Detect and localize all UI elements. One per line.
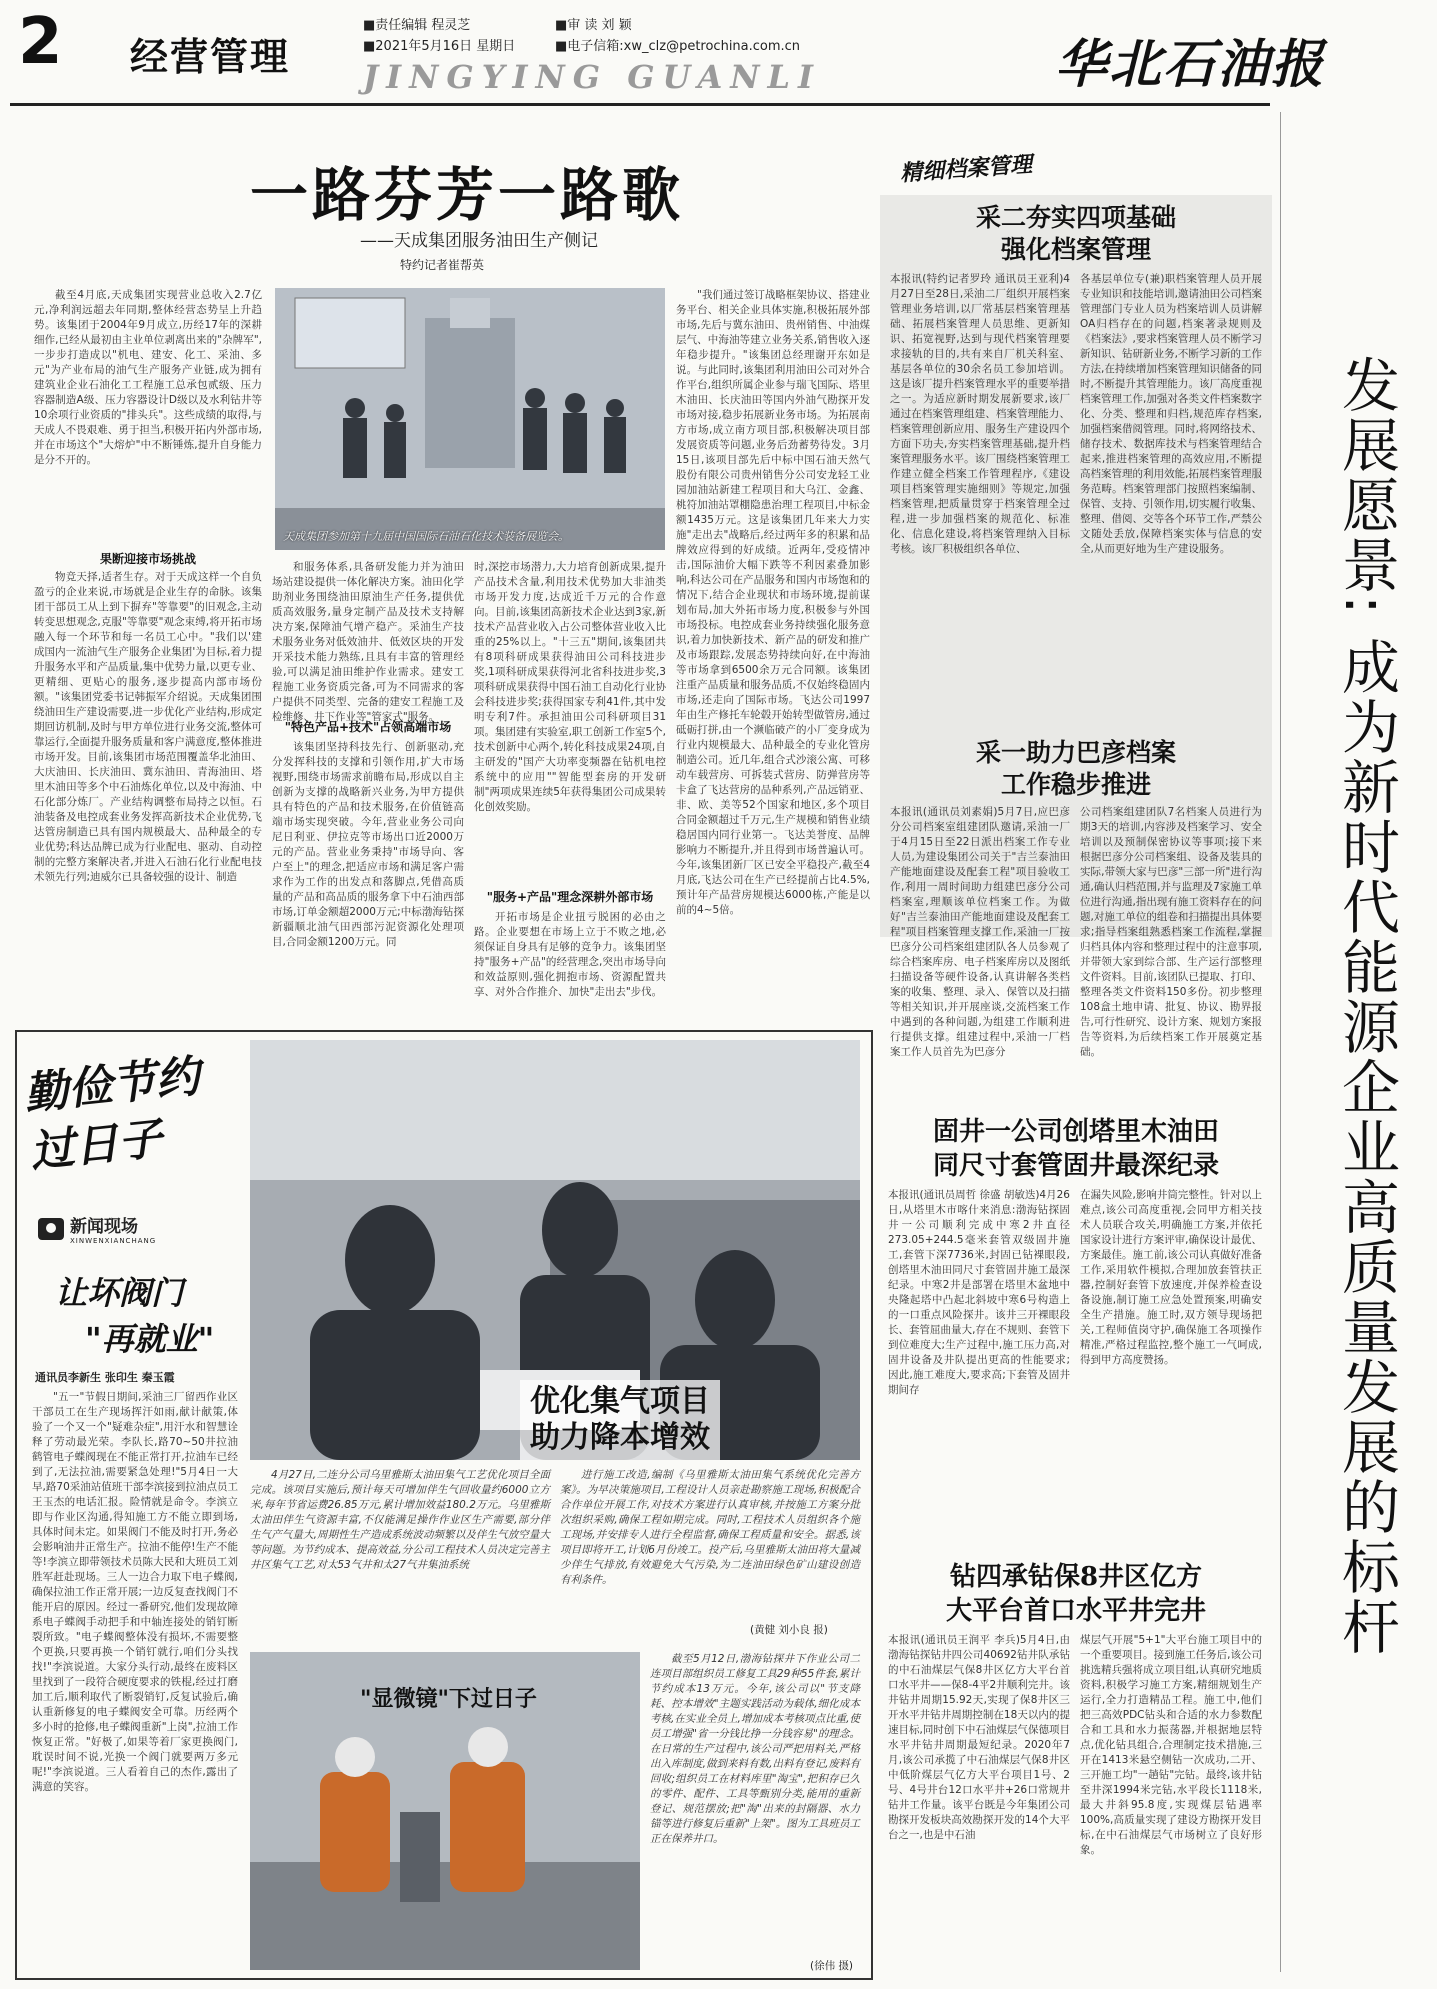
lead-subhead-3: "服务+产品"理念深耕外部市场 (486, 890, 654, 904)
lead-column-2-body-2: 该集团坚持科技先行、创新驱动,充分发挥科技的支撑和引领作用,扩大市场视野,围绕市场需求前瞻布局,形成以自主创新为支撑的战略新兴业务,为甲方提供具有特色的产品和技术服务,在价值链高端市场实现突破。今年,营业业务公司向尼日利亚、伊拉克等市场出口近2000万元的产品。营业业务秉持"市场导向、客户至上"的理念,把适应市场和满足客户需求作为工作的出发点和落脚点,凭借高质量的产品和高品质的服务拿下中石油西部市场,订单金额超2000万元;中标渤海钻探新疆顺北油气田西部污泥资源化处理项目,合同金额1200万元。同 (272, 741, 464, 948)
news4-title-line1: 钻四承钻保8井区亿方 (949, 1562, 1203, 1592)
news3-col1: 本报讯(通讯员周哲 徐盛 胡敏迭)4月26日,从塔里木市喀什来消息:渤海钻探固井一公司顺利完成中寒2井直径273.05+244.5毫米套管双级固井施工,套管下深7736米,封固已钻裸眼段,创塔里木油田同尺寸套管固井施工最深纪录。中寒2井是部署在塔里木盆地中央隆起塔中凸起北斜坡中寒6号构造上的一口重点风险探井。该井三开裸眼段长、套管屈曲量大,存在不规则、套管下到位难度大;生产过程中,施工压力高,对固井设备及井队提出更高的性能要求;因此,施工难度大,要求高;下套管及固井期间存 (888, 1189, 1070, 1396)
gas-project-col1: 4月27日,二连分公司乌里雅斯太油田集气工艺优化项目全面完成。该项目实施后,预计每天可增加伴生气回收量约6000立方米,每年节省运费26.85万元,累计增加效益180.2万元。乌里雅斯太油田伴生气资源丰富,不仅能满足操作作业区生产需要,部分伴生气产气量大,周期性生产造成系统波动频繁以及伴生气放空量大等问题。为节约成本、提高效益,分公司工程技术人员决定完善主井区集气工艺,对太53气井和太27气井集油系统 (250, 1469, 550, 1571)
micro-headline: "显微镜"下过日子 (360, 1686, 537, 1712)
archives-story2-title-line1: 采一助力巴彦档案 (975, 738, 1176, 767)
lead-photo-caption: 天成集团参加第十九届中国国际石油石化技术装备展览会。 (283, 530, 569, 543)
micro-photo (250, 1652, 640, 1970)
workers-photo (250, 1040, 860, 1460)
masthead-date: ■2021年5月16日 星期日 (363, 39, 516, 54)
gas-project-headline-line1: 优化集气项目 (530, 1384, 710, 1419)
lead-column-3-body: 时,深挖市场潜力,大力培育创新成果,提升产品技术含量,利用技术优势加大非油类市场开发力度,达成近千万元的合作意向。目前,该集团高新技术企业达到3家,新技术产品营业收入占公司整体营业收入比重的25%以上。"十三五"期间,该集团共有8项科研成果获得油田公司科技进步奖,1项科研成果获得河北省科技进步奖,3项科研成果获得中国石油工自动化行业协会科技进步奖;获得国家专利41件,其中发明专利7件。承担油田公司科研项目31项。集团建有实验室,职工创新工作室5个,技术创新中心两个,转化科技成果24项,自主研发的"国产大功率变频器在钻机电控系统中的应用""智能型套房的开发研制"两项成果连续5年获得集团公司成果转化创效奖励。 (474, 561, 666, 813)
news3-title (880, 1115, 1272, 1183)
archives-story2-col1: 本报讯(通讯员刘素娟)5月7日,应巴彦分公司档案室组建团队邀请,采油一厂于4月15日至22日派出档案工作专业人员,为建设集团公司关于"吉兰泰油田产能地面建设及配套工程"项目验收工作,利用一周时间助力组建巴彦分公司档案室,理顺该单位档案工作。为做好"吉兰泰油田产能地面建设及配套工程"项目档案管理支撑工作,采油一厂按巴彦分公司档案组建团队各人员参观了综合档案库房、电子档案库房以及图纸扫描设备等硬件设备,认真讲解各类档案的收集、整理、录入、保管以及扫描等相关知识,并开展座谈,交流档案工作中遇到的各种问题,为组建工作顺利进行提供支撑。组建过程中,采油一厂档案工作人员首先为巴彦分 (890, 806, 1070, 1058)
valve-headline (55, 1270, 214, 1362)
lead-column-4-body: "我们通过签订战略框架协议、搭建业务平台、相关企业具体实施,积极拓展外部市场,先后与冀东油田、贵州销售、中油煤层气、中海油等建立业务关系,销售收入逐年稳步提升。"该集团总经理谢开东如是说。与此同时,该集团利用油田公司对外合作平台,组织所属企业参与瑞飞国际、塔里木油田、长庆油田等国内外油气勘探开发市场对接,稳步拓展新业务市场。为拓展南方市场,成立南方项目部,积极解决项目部发展资质等问题,业务后劲蓄势待发。3月15日,该项目部先后中标中国石油天然气股份有限公司贵州销售分公司安龙轻工业园加油站新建工程项目和大乌江、金鑫、桃符加油站罩棚隐患治理工程项目,中标金额1435万元。这是该集团几年来大力实施"走出去"战略后,经过两年多的积累和品牌效应得到的好成绩。近两年,受疫情冲击,国际油价大幅下跌等不利因素叠加影响,科达公司在产品服务和国内市场饱和的情况下,结合企业现状和市场环境,提前谋划布局,加大外拓市场力度,积极参与外国市场投标。电控成套业务持续强化服务意识,着力加快新技术、新产品的研发和推广及市场跟踪,发展态势持续向好,在中海油等市场拿到6500余万元合同额。该集团注重产品质量和服务品质,不仅始终稳固内市场,还走向了国际市场。飞达公司1997年由生产修托车轮毂开始转型做管房,通过砥砺打拼,由一个濒临破产的小厂变身成为行业内规模最大、品种最全的专业化管房制造公司。近几年,组合式沙滚公寓、可移动车载营房、可拆装式营房、防弹营房等卡盒了飞达营房的品种系列,产品远销亚、非、欧、美等52个国家和地区,多个项目合同金额超过千万元,生产规模和销售业绩稳居国内同行业第一。飞达美誉度、品牌影响力不断提升,并且得到市场普遍认可。今年,该集团新厂区已安全平稳投产,截至4月底,飞达公司在生产已经提前占比4.5%,预计年产品营房规模达6000栋,产能是以前的4~5倍。 (676, 289, 870, 916)
news-scene-tag-label: 新闻现场 (70, 1217, 138, 1237)
archives-story1-col1: 本报讯(特约记者罗玲 通讯员王亚利)4月27日至28日,采油二厂组织开展档案管理业务培训,以厂常基层档案管理基础、拓展档案管理人员思维、更新知识、拓宽视野,达到与现代档案管理要求接轨的目的,共有来自厂机关科室、基层各单位的30余名员工参加培训。这是该厂提升档案管理水平的重要举措之一。为适应新时期发展新要求,该厂通过在档案管理组建、档案管理能力、档案管理创新应用、服务生产建设四个方面下功夫,夯实档案管理基础,提升档案管理服务水平。该厂围绕档案管理工作建立健全档案工作管理程序,《建设项目档案管理实施细则》等规定,加强档案管理,把质量贯穿于档案管理全过程,进一步加强档案的规范化、标准化、信息化建设,将档案管理纳入目标考核。该厂积极组织各单位、 (890, 273, 1070, 555)
news3-title-line1: 固井一公司创塔里木油田 (932, 1117, 1219, 1147)
micro-body: 截至5月12日,渤海钻探井下作业公司二连项目部组织员工修复工具29种55件套,累计节约成本13万元。今年,该公司以"节支降耗、控本增效"主题实践活动为载体,细化成本考核,在实业全员上,增加成本考核项点比重,使员工增强"省一分钱比挣一分钱容易"的理念。在日常的生产过程中,该公司严把用料关,严格出入库制度,做到来料有数,出料有登记,废料有回收;组织员工在材料库里"淘宝",把积存已久的零件、配件、工具等甄别分类,能用的重新登记、规范摆放;把"淘"出来的封隔器、水力锚等进行修复后重新"上架"。图为工具班员工正在保养井口。 (650, 1653, 860, 1845)
page-number: 2 (18, 5, 63, 79)
valve-headline-line1: 让坏阀门 (55, 1274, 184, 1312)
news4-col2: 煤层气开展"5+1"大平台施工项目中的一个重要项目。接到施工任务后,该公司挑选精兵强将成立项目组,认真研究地质资料,积极学习施工方案,精细规划生产运行,全力打造精品工程。施工中,他们把三高效PDC钻头和合适的水力参数配合和工具和水力振荡器,并根据地层特点,优化钻具组合,合理制定技术措施,三开在1413米悬空侧钻一次成功,二开、三开施工均"一趟钻"完钻。最终,该井钻至井深1994米完钻,水平段长1118米,最大井斜95.8度,实现煤层钻遇率100%,高质量实现了建设方勘探开发目标,在中石油煤层气市场树立了良好形象。 (1080, 1634, 1262, 1856)
news3-title-line2: 同尺寸套管固井最深纪录 (932, 1151, 1219, 1181)
paper-name-logo: 华北石油报 (1055, 34, 1326, 95)
valve-byline: 通讯员李新生 张印生 秦玉霞 (35, 1371, 175, 1384)
exhibition-scene (275, 288, 665, 550)
archives-story1-title-line2: 强化档案管理 (1000, 235, 1151, 264)
micro-credit: (徐伟 摄) (810, 1960, 854, 1972)
slogan-divider (1280, 112, 1281, 1972)
archives-story1-col2: 各基层单位专(兼)职档案管理人员开展专业知识和技能培训,邀请油田公司档案管理部门专业人员为档案培训人员讲解OA归档存在的问题,档案著录规则及《档案法》,要求档案管理人员不断学习新知识、钻研新业务,不断学习新的工作方法,在持续增加档案管理知识储备的同时,不断提升其管理能力。该厂高度重视档案管理工作,加强对各类文件档案数字化、分类、整理和归档,规范库存档案,加强档案借阅管理。同时,将网络技术、储存技术、数据库技术与档案管理结合起来,推进档案管理的高效应用,不断提高档案管理的利用效能,拓展档案管理服务范畴。档案管理部门按照档案编制、保管、支持、引领作用,切实履行收集、整理、借阅、交等各个环节工作,严禁公文随处丢放,保障档案实体与信息的安全,从而更好地为生产建设服务。 (1080, 273, 1262, 555)
lead-subtitle: ——天成集团服务油田生产侧记 (360, 231, 598, 251)
lead-byline: 特约记者崔帮英 (400, 258, 485, 272)
vertical-slogan-line1: 发展愿景: (1332, 355, 1400, 617)
masthead-editor: ■责任编辑 程灵芝 (363, 18, 471, 33)
archives-story2-title (880, 737, 1272, 801)
lead-column-1-intro: 截至4月底,天成集团实现营业总收入2.7亿元,净利润远超去年同期,整体经营态势呈上升趋势。该集团于2004年9月成立,历经17年的深耕细作,已经从最初由主业单位剥离出来的"杂牌军",一步步打造成以"机电、建安、化工、采油、多元"为产业布局的油气生产服务产业链,成为拥有建筑业企业石油化工工程施工总承包贰级、压力容器制造A级、压力容器设计D级以及水利钻井等10余项行业资质的"排头兵"。这些成绩的取得,与天成人不畏艰难、勇于担当,积极开拓内外部市场,并在市场这个"大熔炉"中不断锤炼,提升自身能力是分不开的。 (34, 289, 262, 466)
camera-icon (38, 1218, 64, 1240)
lead-column-2-body: 和服务体系,具备研发能力并为油田场站建设提供一体化解决方案。油田化学助剂业务围绕油田原油生产任务,提供优质高效服务,量身定制产品及技术支持解决方案,保障油气增产稳产。采油生产技术服务业务对低效油井、低效区块的开发开采技术能力熟练,且具有丰富的管理经验,可以满足油田维护作业需求。建安工程施工业务资质完备,可为不同需求的客户提供不同类型、完备的建安工程施工及检维修、井下作业等"管家式"服务。 (272, 561, 464, 723)
news4-title (880, 1560, 1272, 1628)
gas-project-headline (520, 1380, 720, 1460)
masthead-pinyin: JINGYING GUANLI (363, 58, 822, 96)
lead-column-3-body-2: 开拓市场是企业扭亏脱困的必由之路。企业要想在市场上立于不败之地,必须保证自身具有足够的竞争力。该集团坚持"服务+产品"的经营理念,突出市场导向和效益原则,强化拥抱市场、资源配置共享、对外合作推介、加快"走出去"步伐。 (474, 911, 666, 998)
lead-column-1-body: 物竞天择,适者生存。对于天成这样一个自负盈亏的企业来说,市场就是企业生存的命脉。该集团干部员工从上到下摒弃"等靠要"的旧观念,主动转变思想观念,克服"等靠要"观念束缚,将开拓市场融入每一个环节和每一名员工心中。"我们以'建成国内一流油气生产服务企业集团'为目标,着力提升服务水平和产品质量,集中优势力量,以更专业、更精细、更贴心的服务,逐步提高内部市场份额。"该集团党委书记韩振军介绍说。天成集团围绕油田生产建设需要,进一步优化产业结构,形成定期回访机制,及时与甲方单位进行业务交流,整体可靠运行,全面提升服务质量和客户满意度,整体推进市场开发。目前,该集团市场范围覆盖华北油田、大庆油田、长庆油田、冀东油田、青海油田、塔里木油田等多个中石油炼化单位,以及中海油、中石化部分炼厂。产业结构调整布局持之以恒。石油装备及电控成套业务发挥高新技术企业优势,飞达管房制造已具有国内规模最大、品种最全的专业优势;科达品牌已成为行业配电、驱动、自动控制的完整方案解决者,并进入石油石化行业配电技术领先行列;迪威尔已具备较强的设计、制造 (34, 571, 262, 883)
vertical-slogan (1333, 355, 1399, 1657)
news-scene-tag (38, 1212, 156, 1245)
archives-kicker: 精细档案管理 (899, 151, 1033, 187)
thrift-logo (22, 1044, 245, 1200)
lead-title: 一路芬芳一路歌 (250, 161, 685, 229)
lead-subhead-1: 果断迎接市场挑战 (99, 552, 196, 566)
news4-col1: 本报讯(通讯员王润平 李兵)5月4日,由渤海钻探钻井四公司40692钻井队承钻的中石油煤层气保8井区亿方大平台首口水平井——保8-4平2井顺利完井。该井钻井周期15.92天,实现了保8井区三开水平井钻井周期控制在18天以内的提速目标,同时创下中石油煤层气保德项目水平井钻井周期最短纪录。2020年7月,该公司承揽了中石油煤层气保8井区中低阶煤层气亿方大平台项目1号、2号、4号井台12口水平井+26口常规井钻井工作量。该平台既是今年集团公司勘探开发板块高效勘探开发的14个大平台之一,也是中石油 (888, 1634, 1070, 1841)
masthead-email: ■电子信箱:xw_clz@petrochina.com.cn (555, 39, 801, 54)
thrift-logo-text: 勤俭节约过日子 (21, 1050, 203, 1178)
section-title: 经营管理 (130, 34, 291, 79)
masthead-rule (10, 103, 1270, 106)
archives-story1-title-line1: 采二夯实四项基础 (975, 203, 1176, 232)
archives-story1-title (880, 202, 1272, 266)
archives-story2-title-line2: 工作稳步推进 (1000, 770, 1151, 799)
news4-title-line2: 大平台首口水平井完井 (945, 1596, 1206, 1626)
valve-body: "五一"节假日期间,采油三厂留西作业区干部员工在生产现场挥汗如雨,献计献策,体验了一个又一个"疑难杂症",用汗水和智慧诠释了劳动最光荣。李队长,路70~50井拉油鹤管电子蝶阀现在不能正常打开,拉油车已经到了,无法拉油,需要紧急处理!"5月4日一大早,路70采油站值班干部李滨接到拉油点员工王玉杰的电话汇报。险情就是命令。李滨立即与作业区沟通,得知施工方不能立即到场,具体时间未定。如果阀门不能及时打开,务必会影响油井正常生产。拉油不能停!生产不能等!李滨立即带领技术员陈大民和大班员工刘胜军赶赴现场。三人一边合力取下电子蝶阀,确保拉油工作正常开展;一边反复查找阀门不能开启的原因。经过一番研究,他们发现故障系电子蝶阀手动把手和中轴连接处的销钉断裂所致。"电子蝶阀整体没有损坏,不需要整个更换,只要再换一个销钉就行,咱们分头找找!"李滨说道。大家分头行动,最终在废料区里找到了一段符合硬度要求的铁棍,经过打磨加工后,顺利取代了断裂销钉,反复试验后,确认重新修复的电子蝶阀安全可靠。历经两个多小时的抢修,电子蝶阀重新"上岗",拉油工作恢复正常。"好极了,如果等着厂家更换阀门,耽误时间不说,光换一个阀门就要两万多元呢!"李滨说道。三人看着自己的杰作,露出了满意的笑容。 (32, 1391, 238, 1793)
vertical-slogan-line2: 成为新时代能源企业高质量发展的标杆 (1332, 636, 1400, 1657)
lead-photo (275, 288, 665, 550)
valve-headline-line2: "再就业" (85, 1320, 215, 1358)
masthead-reviewer: ■审 读 刘 颖 (555, 18, 632, 33)
gas-project-credit: (黄健 刘小良 报) (750, 1624, 828, 1636)
news3-col2: 在漏失风险,影响井筒完整性。针对以上难点,该公司高度重视,会同甲方相关技术人员联合攻关,明确施工方案,并依托国家设计进行方案评审,确保设计最优、方案最佳。施工前,该公司认真做好准备工作,采用软件模拟,合理加放套管扶正器,控制好套管下放速度,并保养检查设备设施,制订施工应急处置预案,明确安全生产措施。施工时,双方领导现场把关,工程师值岗守护,确保施工各项操作精准,严格过程监控,整个施工一气呵成,得到甲方高度赞扬。 (1080, 1189, 1262, 1366)
lead-subhead-2: "特色产品+技术"占领高端市场 (284, 720, 452, 734)
archives-story2-col2: 公司档案组建团队7名档案人员进行为期3天的培训,内容涉及档案学习、安全培训以及预制保密协议等事项;接下来根据巴彦分公司档案组、设备及装具的实际,带领大家与巴彦"三部一所"进行沟通,确认归档范围,并与监理及7家施工单位进行沟通,指出现有施工资料存在的问题,对施工单位的组卷和扫描提出具体要求;指导档案组熟悉档案工作流程,掌握归档具体内容和整理过程中的注意事项,并带领大家到综合部、生产运行部整理文件资料。目前,该团队已提取、打印、整理各类文件资料150多份。初步整理108盒土地申请、批复、协议、勘界报告,可行性研究、设计方案、规划方案报告等资料,为后续档案工作开展奠定基础。 (1080, 806, 1262, 1058)
news-scene-tag-pinyin: XINWENXIANCHANG (70, 1237, 157, 1245)
gas-project-headline-line2: 助力降本增效 (530, 1420, 710, 1455)
gas-project-col2: 进行施工改造,编制《乌里雅斯太油田集气系统优化完善方案》。为早决策施项目,工程设计人员亲赴勘察施工现场,积极配合合作单位开展工作,对技术方案进行认真审核,并按施工方案分批次组织采购,确保工程如期完成。同时,工程技术人员组织各个施工现场,并安排专人进行全程监督,确保工程质量和安全。据悉,该项目即将开工,计划6月份竣工。投产后,乌里雅斯太油田将大量减少伴生气排放,有效避免大气污染,为二连油田绿色矿山建设创造有利条件。 (560, 1469, 860, 1586)
